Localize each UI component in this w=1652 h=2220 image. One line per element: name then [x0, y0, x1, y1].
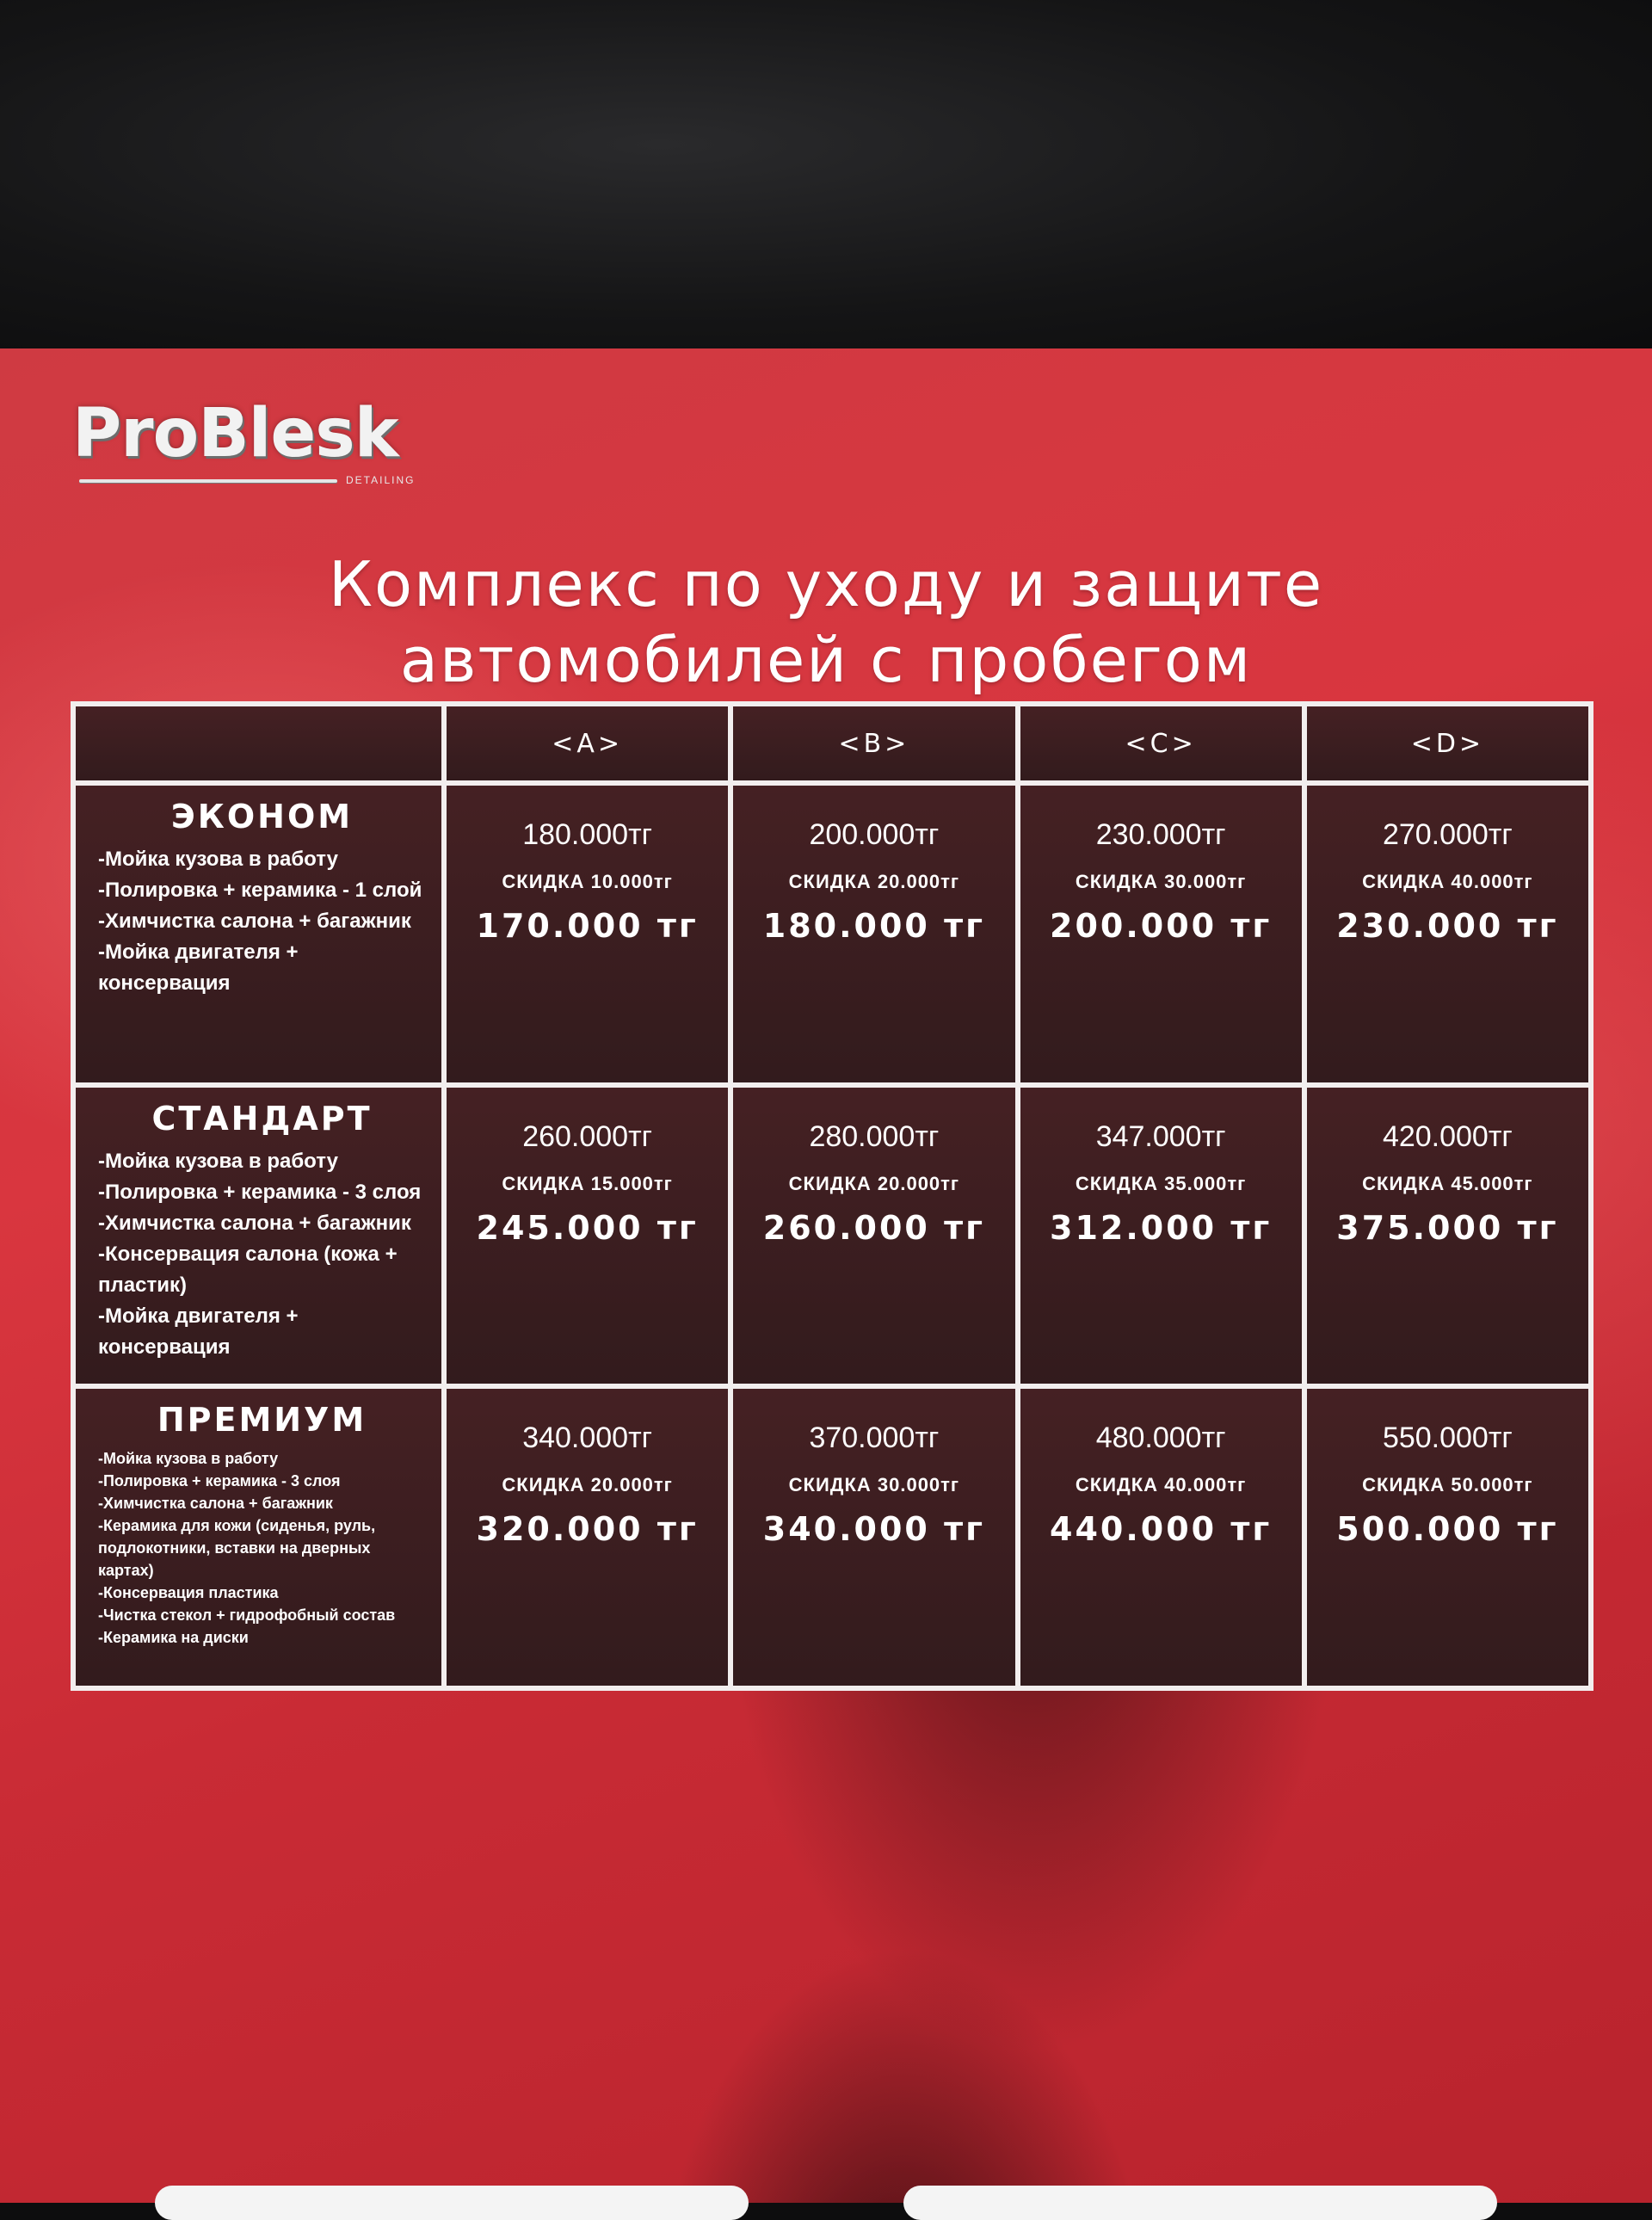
discount-label: СКИДКА 15.000тг	[502, 1172, 673, 1194]
original-price: 550.000тг	[1382, 1421, 1513, 1455]
column-header-d: <D>	[1307, 706, 1588, 780]
original-price: 200.000тг	[809, 818, 940, 851]
discount-label: СКИДКА 40.000тг	[1362, 871, 1533, 892]
price-econom-b	[733, 786, 1014, 1082]
discount-label: СКИДКА 35.000тг	[1075, 1172, 1247, 1194]
feature-item: -Керамика для кожи (сиденья, руль, подлокотники, вставки на дверных картах)	[98, 1517, 376, 1580]
tier-name: ЭКОНОМ	[170, 798, 354, 836]
discount-label: СКИДКА 30.000тг	[1075, 871, 1247, 892]
feature-item: -Чистка стекол + гидрофобный состав	[98, 1606, 396, 1625]
discount-label: СКИДКА 45.000тг	[1362, 1172, 1533, 1194]
final-price: 260.000 тг	[762, 1208, 985, 1247]
header-corner	[76, 706, 441, 780]
tier-premium	[76, 1389, 441, 1686]
discount-label: СКИДКА 20.000тг	[788, 1172, 960, 1194]
poster-title	[0, 546, 1652, 698]
feature-item: -Полировка + керамика - 3 слоя	[98, 1180, 422, 1204]
price-econom-d	[1307, 786, 1588, 1082]
feature-item: -Мойка кузова в работу	[98, 848, 338, 871]
feature-item: -Полировка + керамика - 1 слой	[98, 879, 422, 902]
final-price: 180.000 тг	[762, 907, 985, 945]
price-premium-b	[733, 1389, 1014, 1686]
brand-logo	[72, 395, 459, 495]
price-premium-c	[1020, 1389, 1302, 1686]
feature-item: -Мойка двигателя + консервация	[98, 1304, 299, 1359]
price-premium-d	[1307, 1389, 1588, 1686]
feature-item: -Химчистка салона + багажник	[98, 1211, 411, 1235]
price-standard-c	[1020, 1088, 1302, 1384]
bottom-tab-right	[903, 2186, 1497, 2220]
discount-label: СКИДКА 50.000тг	[1362, 1474, 1533, 1496]
tier-name: ПРЕМИУМ	[157, 1401, 367, 1440]
price-poster	[0, 348, 1652, 2203]
brand-name: ProBlesk	[72, 395, 398, 472]
discount-label: СКИДКА 30.000тг	[788, 1474, 960, 1496]
original-price: 230.000тг	[1095, 818, 1226, 851]
feature-item: -Мойка двигателя + консервация	[98, 940, 299, 995]
final-price: 340.000 тг	[762, 1510, 985, 1549]
feature-item: -Химчистка салона + багажник	[98, 910, 411, 933]
tier-name: СТАНДАРТ	[151, 1099, 373, 1138]
final-price: 230.000 тг	[1336, 907, 1559, 945]
discount-label: СКИДКА 20.000тг	[502, 1474, 673, 1496]
original-price: 420.000тг	[1382, 1119, 1513, 1153]
discount-label: СКИДКА 40.000тг	[1075, 1474, 1247, 1496]
original-price: 180.000тг	[522, 818, 653, 851]
dark-background	[0, 0, 1652, 361]
feature-item: -Консервация салона (кожа + пластик)	[98, 1242, 398, 1297]
final-price: 500.000 тг	[1336, 1510, 1559, 1549]
discount-label: СКИДКА 20.000тг	[788, 871, 960, 892]
original-price: 370.000тг	[809, 1421, 940, 1455]
price-standard-d	[1307, 1088, 1588, 1384]
original-price: 347.000тг	[1095, 1119, 1226, 1153]
final-price: 170.000 тг	[476, 907, 699, 945]
column-header-c: <C>	[1020, 706, 1302, 780]
brand-tagline: DETAILING	[346, 474, 416, 486]
final-price: 245.000 тг	[476, 1208, 699, 1247]
bottom-tab-left	[155, 2186, 749, 2220]
original-price: 270.000тг	[1382, 818, 1513, 851]
title-line-2: автомобилей с пробегом	[399, 624, 1253, 696]
tier-econom	[76, 786, 441, 1082]
final-price: 200.000 тг	[1050, 907, 1273, 945]
feature-item: -Консервация пластика	[98, 1584, 279, 1602]
original-price: 480.000тг	[1095, 1421, 1226, 1455]
tier-standard	[76, 1088, 441, 1384]
final-price: 440.000 тг	[1050, 1510, 1273, 1549]
title-line-1: Комплекс по уходу и защите	[328, 548, 1324, 620]
original-price: 340.000тг	[522, 1421, 653, 1455]
discount-label: СКИДКА 10.000тг	[502, 871, 673, 892]
price-econom-a	[447, 786, 728, 1082]
final-price: 375.000 тг	[1336, 1208, 1559, 1247]
column-header-a: <A>	[447, 706, 728, 780]
logo-underline	[79, 479, 337, 483]
price-premium-a	[447, 1389, 728, 1686]
price-standard-b	[733, 1088, 1014, 1384]
price-standard-a	[447, 1088, 728, 1384]
feature-item: -Полировка + керамика - 3 слоя	[98, 1472, 341, 1490]
price-econom-c	[1020, 786, 1302, 1082]
feature-item: -Мойка кузова в работу	[98, 1149, 338, 1173]
original-price: 280.000тг	[809, 1119, 940, 1153]
final-price: 312.000 тг	[1050, 1208, 1273, 1247]
original-price: 260.000тг	[522, 1119, 653, 1153]
column-header-b: <B>	[733, 706, 1014, 780]
price-table	[71, 701, 1593, 1691]
feature-item: -Химчистка салона + багажник	[98, 1495, 333, 1513]
feature-item: -Керамика на диски	[98, 1629, 249, 1647]
feature-item: -Мойка кузова в работу	[98, 1450, 279, 1468]
final-price: 320.000 тг	[476, 1510, 699, 1549]
